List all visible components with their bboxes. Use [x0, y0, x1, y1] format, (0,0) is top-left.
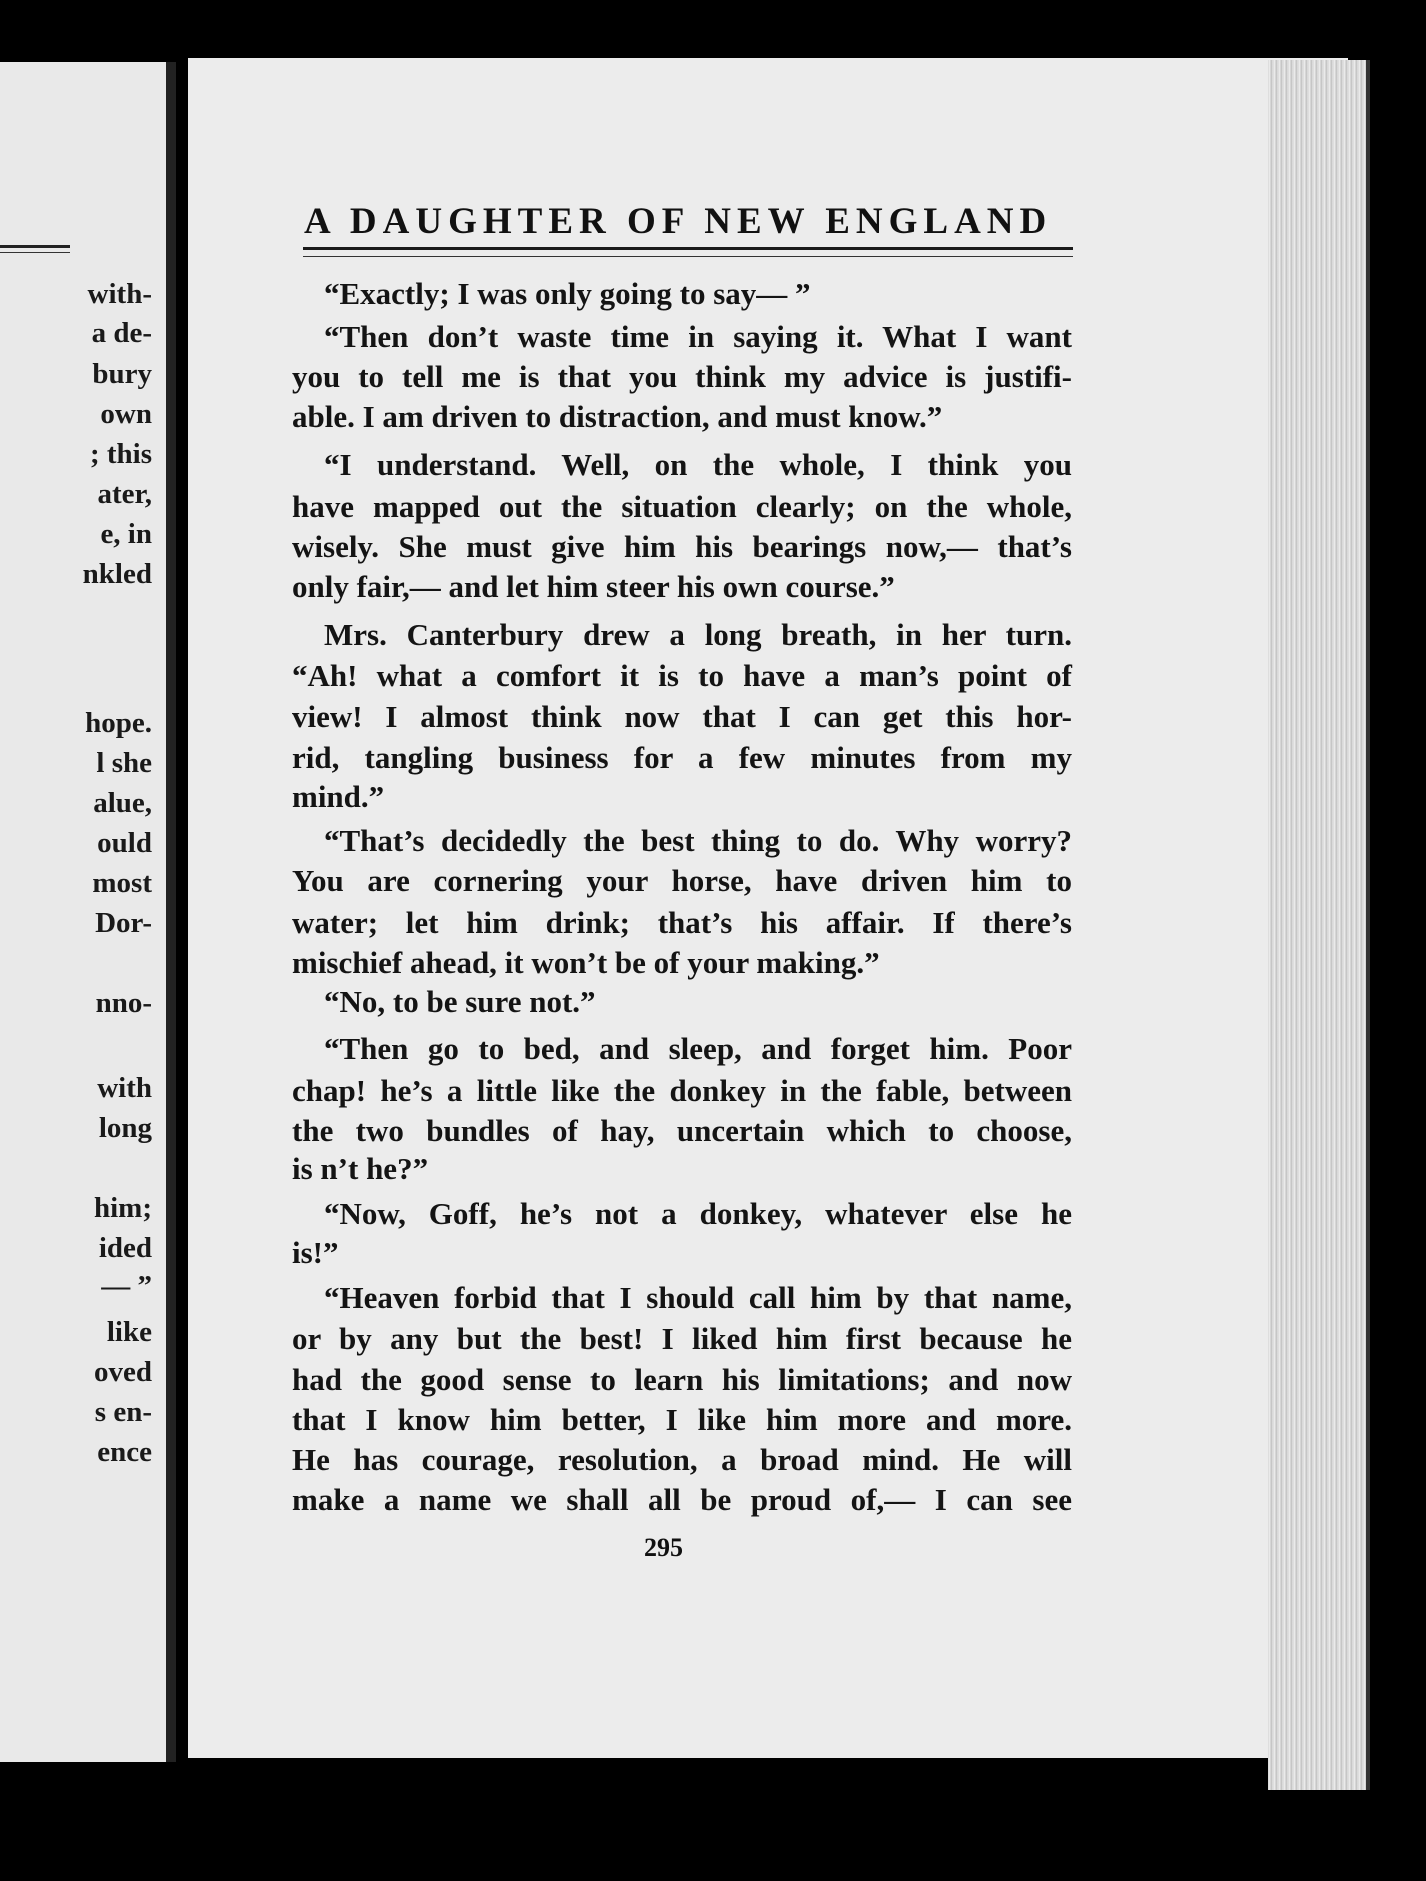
left-page-line: Dor- — [95, 907, 152, 939]
body-line: or by any but the best! I liked him first because he — [292, 1321, 1072, 1356]
body-line: only fair,— and let him steer his own course.” — [292, 569, 895, 604]
body-line: you to tell me is that you think my advice is justifi- — [292, 359, 1072, 394]
left-page-line: long — [98, 1112, 152, 1144]
running-head: A DAUGHTER OF NEW ENGLAND — [304, 201, 1053, 242]
body-line: is n’t he?” — [292, 1151, 429, 1186]
left-page-line: ould — [97, 827, 152, 859]
body-line: “I understand. Well, on the whole, I think you — [324, 447, 1072, 482]
body-line: “Heaven forbid that I should call him by that name, — [324, 1280, 1072, 1315]
left-page-line: with- — [87, 278, 152, 310]
left-page-line: — ” — [101, 1270, 152, 1302]
body-line: make a name we shall all be proud of,— I can see — [292, 1482, 1072, 1517]
page-edges — [1268, 60, 1370, 1790]
body-line: able. I am driven to distraction, and must know.” — [292, 399, 943, 434]
page-number: 295 — [644, 1533, 683, 1562]
body-line: is!” — [292, 1235, 339, 1270]
left-page-rule-thin — [0, 252, 70, 253]
left-page-line: l she — [96, 747, 152, 779]
body-line: view! I almost think now that I can get this hor- — [292, 699, 1072, 734]
running-head-rule — [303, 247, 1073, 250]
body-line: “Now, Goff, he’s not a donkey, whatever else he — [324, 1196, 1072, 1231]
left-page-line: ; this — [89, 438, 152, 470]
body-line: water; let him drink; that’s his affair. If there’s — [292, 905, 1072, 940]
left-page-line: own — [100, 398, 152, 430]
running-head-rule-thin — [303, 256, 1073, 257]
left-page-line: ence — [97, 1436, 152, 1468]
body-line: rid, tangling business for a few minutes from my — [292, 740, 1072, 775]
left-page-line: hope. — [85, 707, 152, 739]
body-line: He has courage, resolution, a broad mind. He will — [292, 1442, 1072, 1477]
body-line: Mrs. Canterbury drew a long breath, in her turn. — [324, 617, 1072, 652]
left-page-fragment — [0, 62, 176, 1762]
left-page-line: nno- — [95, 987, 152, 1019]
body-line: “Exactly; I was only going to say— ” — [324, 276, 811, 311]
left-page-line: e, in — [100, 518, 152, 550]
body-line: “Ah! what a comfort it is to have a man’s point of — [292, 658, 1072, 693]
body-line: “Then go to bed, and sleep, and forget him. Poor — [324, 1031, 1072, 1066]
body-line: “Then don’t waste time in saying it. What I want — [324, 319, 1072, 354]
left-page-line: a de- — [91, 317, 152, 349]
left-page-line: him; — [94, 1192, 152, 1224]
left-page-rule — [0, 245, 70, 248]
body-line: wisely. She must give him his bearings now,— that’s — [292, 529, 1072, 564]
body-line: “No, to be sure not.” — [324, 984, 596, 1019]
body-line: that I know him better, I like him more and more. — [292, 1402, 1072, 1437]
body-line: mind.” — [292, 779, 385, 814]
left-page-line: bury — [92, 358, 152, 390]
body-line: the two bundles of hay, uncertain which to choose, — [292, 1113, 1072, 1148]
left-page-line: alue, — [93, 787, 152, 819]
left-page-line: ater, — [97, 478, 152, 510]
left-page-line: oved — [94, 1356, 152, 1388]
body-line: You are cornering your horse, have driven him to — [292, 863, 1072, 898]
left-page-line: most — [92, 867, 152, 899]
body-line: had the good sense to learn his limitations; and now — [292, 1362, 1072, 1397]
left-page-line: with — [97, 1072, 152, 1104]
left-page-line: s en- — [94, 1396, 152, 1428]
left-page-line: like — [106, 1316, 152, 1348]
body-line: have mapped out the situation clearly; on the whole, — [292, 489, 1072, 524]
left-page-line: nkled — [82, 558, 152, 590]
left-page-line: ided — [98, 1232, 152, 1264]
body-line: “That’s decidedly the best thing to do. Why worry? — [324, 823, 1072, 858]
body-line: mischief ahead, it won’t be of your making.” — [292, 945, 880, 980]
body-line: chap! he’s a little like the donkey in the fable, between — [292, 1073, 1072, 1108]
